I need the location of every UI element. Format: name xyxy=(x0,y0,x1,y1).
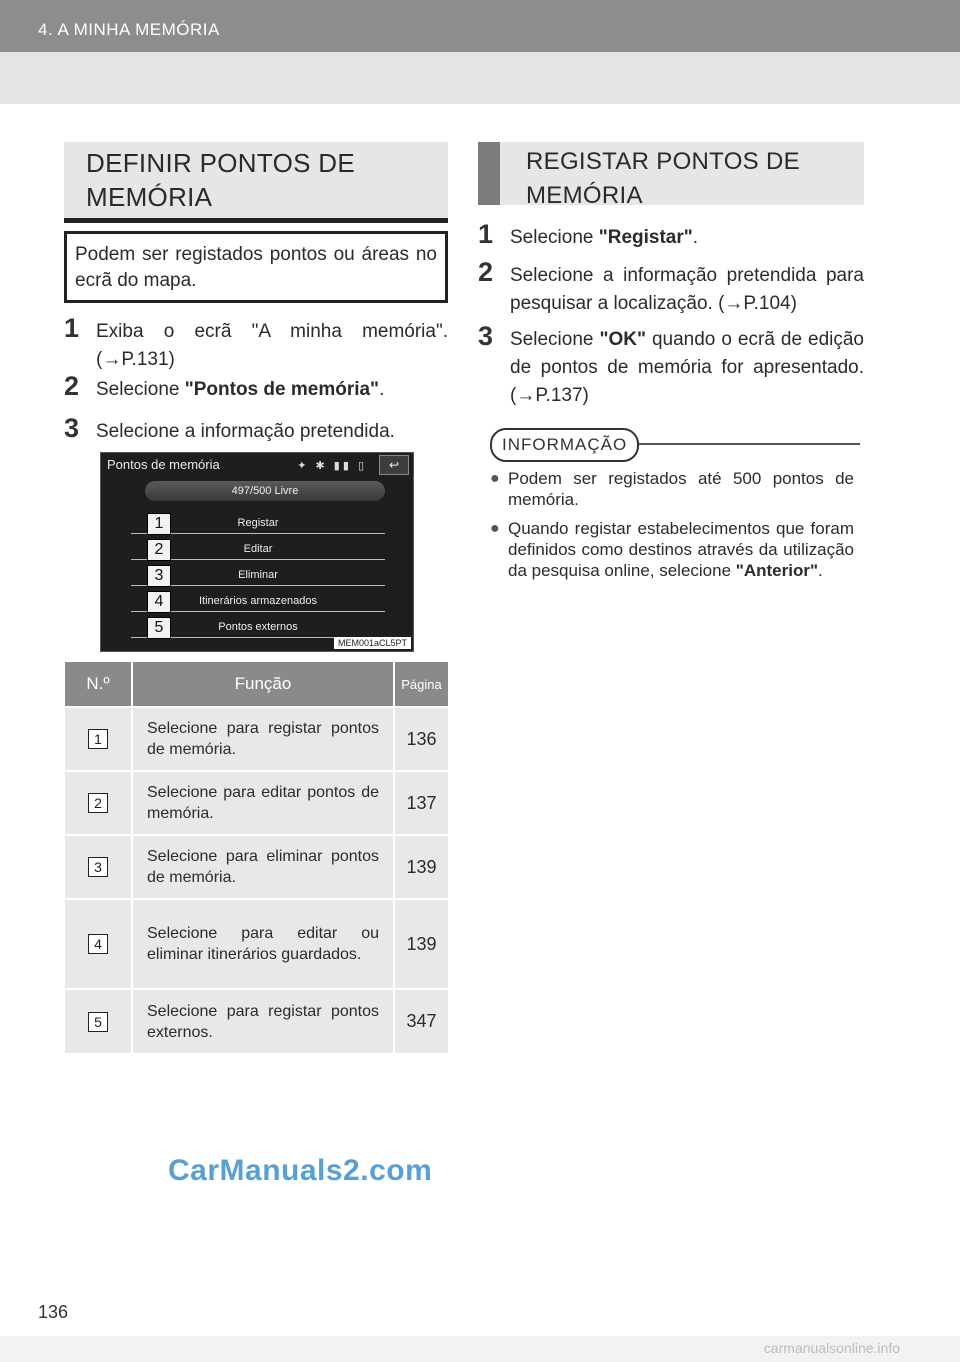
right-step-2 xyxy=(478,257,864,318)
callout-1: 1 xyxy=(147,513,171,535)
step-prefix: Selecione xyxy=(510,227,599,248)
step-bold: "Pontos de memória" xyxy=(184,379,380,400)
row-function: Selecione para eliminar pontos de memória. xyxy=(132,835,394,899)
table-row xyxy=(65,707,448,771)
row-page: 139 xyxy=(394,899,448,989)
table-row xyxy=(65,989,448,1053)
row-page: 136 xyxy=(394,707,448,771)
function-table xyxy=(65,662,448,1053)
bullet-suffix: . xyxy=(818,561,823,580)
screen-item-eliminar: Eliminar xyxy=(131,565,385,586)
heading-line-2: MEMÓRIA xyxy=(526,182,643,209)
header-page: Página xyxy=(394,662,448,707)
bullet-bold: "Anterior" xyxy=(735,561,819,580)
free-count: 497/500 Livre xyxy=(145,481,385,501)
screen-item-editar: Editar xyxy=(131,539,385,560)
callout-4: 4 xyxy=(147,591,171,613)
row-page: 137 xyxy=(394,771,448,835)
step-number: 2 xyxy=(64,371,80,401)
screen-item-externos: Pontos externos xyxy=(131,617,385,638)
step-prefix: Selecione xyxy=(510,329,600,350)
row-page: 347 xyxy=(394,989,448,1053)
bullet-dot-icon: ● xyxy=(490,470,500,487)
step-number: 1 xyxy=(478,219,494,249)
row-number: 4 xyxy=(88,934,108,954)
table-row xyxy=(65,899,448,989)
step-number: 3 xyxy=(478,321,494,351)
screen-item-itinerarios: Itinerários armazenados xyxy=(131,591,385,612)
step-number: 3 xyxy=(64,413,80,443)
step-bold: "Registar" xyxy=(598,227,693,248)
step-text: Selecione a informação pretendida. xyxy=(96,421,395,442)
screen-title: Pontos de memória xyxy=(107,457,220,472)
memory-points-screenshot xyxy=(100,452,414,652)
step-number: 1 xyxy=(64,313,80,343)
callout-5: 5 xyxy=(147,617,171,639)
info-bullet-1 xyxy=(490,468,854,510)
row-number: 2 xyxy=(88,793,108,813)
callout-2: 2 xyxy=(147,539,171,561)
row-number: 5 xyxy=(88,1012,108,1032)
step-number: 2 xyxy=(478,257,494,287)
table-row xyxy=(65,835,448,899)
row-page: 139 xyxy=(394,835,448,899)
row-function: Selecione para registar pontos externos. xyxy=(132,989,394,1053)
header-func: Função xyxy=(132,662,394,707)
bullet-prefix: Quando registar estabelecimentos que foram definidos como destinos através da utilização da pesquisa online, selecione xyxy=(508,519,854,580)
chapter-title: 4. A MINHA MEMÓRIA xyxy=(38,20,220,39)
row-number: 3 xyxy=(88,857,108,877)
left-step-2 xyxy=(64,371,448,404)
status-icons: ✦ ✱ ▮▮ ▯ xyxy=(297,460,367,472)
right-step-3 xyxy=(478,321,864,410)
bullet-text: Podem ser registados até 500 pontos de memória. xyxy=(508,469,854,509)
step-text: Exiba o ecrã "A minha memória". (→P.131) xyxy=(96,321,448,370)
header-num: N.º xyxy=(65,662,132,707)
back-icon: ↩ xyxy=(379,455,409,475)
section-heading-register xyxy=(478,142,864,209)
intro-box xyxy=(64,231,448,303)
heading-line-2: MEMÓRIA xyxy=(86,182,213,212)
row-function: Selecione para registar pontos de memória. xyxy=(132,707,394,771)
heading-line-1: DEFINIR PONTOS DE xyxy=(86,148,355,178)
row-function: Selecione para editar ou eliminar itinerários guardados. xyxy=(132,899,394,989)
bullet-dot-icon: ● xyxy=(490,520,500,537)
left-step-1 xyxy=(64,313,448,374)
table-row xyxy=(65,771,448,835)
row-function: Selecione para editar pontos de memória. xyxy=(132,771,394,835)
callout-3: 3 xyxy=(147,565,171,587)
footer-text: carmanualsonline.info xyxy=(763,1340,900,1356)
step-suffix: . xyxy=(379,379,385,400)
page-number: 136 xyxy=(38,1302,69,1322)
intro-text: Podem ser registados pontos ou áreas no ecrã do mapa. xyxy=(75,244,437,291)
image-code: MEM001aCL5PT xyxy=(334,637,411,649)
chapter-bar xyxy=(0,0,960,52)
step-prefix: Selecione xyxy=(96,379,185,400)
heading-line-1: REGISTAR PONTOS DE xyxy=(526,148,800,175)
row-number: 1 xyxy=(88,729,108,749)
info-label: INFORMAÇÃO xyxy=(490,428,639,462)
table-header-row xyxy=(65,662,448,707)
watermark: CarManuals2.com xyxy=(168,1154,433,1187)
left-step-3 xyxy=(64,413,448,446)
section-heading-define xyxy=(64,142,448,223)
sub-bar xyxy=(0,52,960,104)
screen-item-registar: Registar xyxy=(131,513,385,534)
step-suffix: . xyxy=(692,227,699,248)
footer-bar xyxy=(0,1336,960,1362)
step-bold: "OK" xyxy=(599,329,646,350)
step-text: Selecione a informação pretendida para pesquisar a localização. (→P.104) xyxy=(510,265,864,314)
right-step-1 xyxy=(478,219,864,252)
info-bullet-2 xyxy=(490,518,854,581)
step-suffix: quando o ecrã de edição de pontos de memória for apresentado. (→P.137) xyxy=(510,329,864,406)
